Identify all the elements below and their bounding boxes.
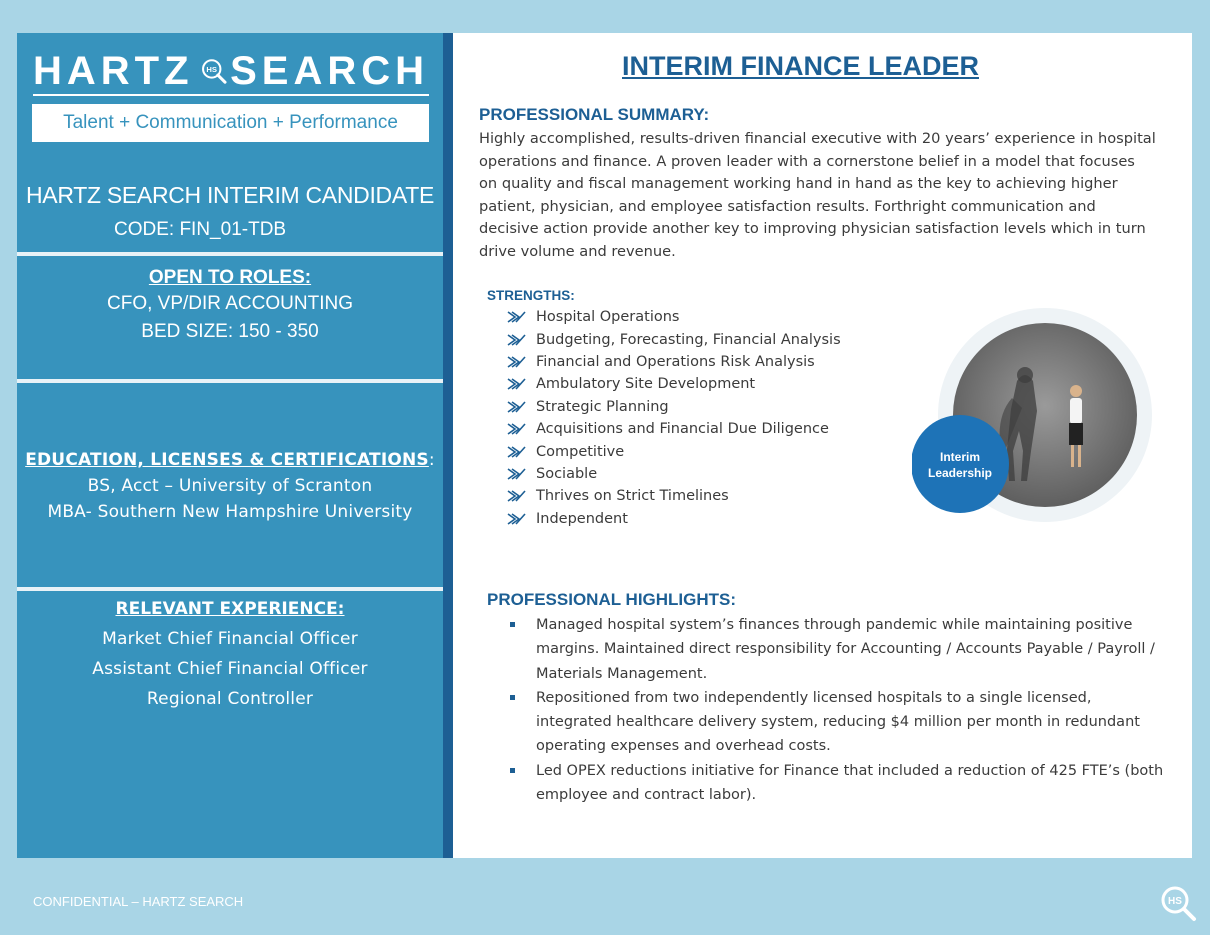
summary-heading: PROFESSIONAL SUMMARY: (479, 105, 710, 124)
highlight-line: integrated healthcare delivery system, reducing $4 million per month in redundant (536, 714, 1140, 731)
square-bullet-icon (510, 695, 515, 700)
strengths-heading: STRENGTHS: (487, 288, 575, 303)
education-heading-suffix: : (428, 450, 435, 470)
sidebar-accent-stripe (443, 33, 453, 858)
open-roles-line: BED SIZE: 150 - 350 (141, 321, 319, 342)
list-item (507, 686, 1187, 759)
section-divider (17, 587, 443, 591)
list-item (507, 759, 1187, 808)
arrow-check-icon (507, 400, 527, 414)
list-item (507, 328, 841, 350)
highlight-line: Repositioned from two independently licensed hospitals to a single licensed, (536, 689, 1092, 706)
tagline: Talent + Communication + Performance (32, 104, 429, 142)
hartz-search-logo (33, 45, 429, 97)
experience-line: Market Chief Financial Officer (102, 629, 358, 649)
section-divider (17, 379, 443, 383)
experience-line: Assistant Chief Financial Officer (92, 659, 368, 679)
arrow-check-icon (507, 377, 527, 391)
list-item (507, 306, 841, 328)
summary-line: operations and finance. A proven leader with a cornerstone belief in a model that focuses (479, 152, 1135, 170)
summary-line: patient, physician, and employee satisfaction results. Forthright communication and (479, 197, 1096, 215)
highlight-line: Led OPEX reductions initiative for Finance that included a reduction of 425 FTE’s (both (536, 762, 1164, 779)
strength-label: Hospital Operations (536, 309, 680, 326)
footer-magnifier-logo-icon (1158, 884, 1198, 924)
strength-label: Independent (536, 510, 628, 527)
list-item (507, 418, 841, 440)
strength-label: Strategic Planning (536, 398, 669, 415)
footer-confidential: CONFIDENTIAL – HARTZ SEARCH (33, 894, 244, 909)
education-heading-row (17, 447, 443, 473)
strength-label: Budgeting, Forecasting, Financial Analysis (536, 331, 841, 348)
list-item (507, 373, 841, 395)
highlight-line: employee and contract labor). (536, 787, 757, 804)
strength-label: Acquisitions and Financial Due Diligence (536, 421, 829, 438)
square-bullet-icon (510, 622, 515, 627)
logo-word-right: SEARCH (230, 49, 429, 93)
education-line: MBA- Southern New Hampshire University (47, 502, 413, 522)
arrow-check-icon (507, 310, 527, 324)
education-line: BS, Acct – University of Scranton (87, 476, 373, 496)
page-title: INTERIM FINANCE LEADER (622, 51, 979, 81)
badge-line: Leadership (927, 466, 993, 480)
arrow-check-icon (507, 355, 527, 369)
list-item (507, 396, 841, 418)
strength-label: Thrives on Strict Timelines (536, 488, 729, 505)
strength-label: Financial and Operations Risk Analysis (536, 353, 815, 370)
arrow-check-icon (507, 422, 527, 436)
experience-line: Regional Controller (146, 689, 314, 709)
arrow-check-icon (507, 445, 527, 459)
candidate-title: HARTZ SEARCH INTERIM CANDIDATE (25, 182, 434, 208)
highlights-heading: PROFESSIONAL HIGHLIGHTS: (487, 590, 737, 609)
magnifier-logo-icon (200, 45, 229, 97)
highlight-line: Materials Management. (536, 665, 708, 682)
arrow-check-icon (507, 489, 527, 503)
summary-line: decisive action provide another key to improving physician satisfaction levels which in turn (479, 220, 1146, 238)
summary-line: Highly accomplished, results-driven financial executive with 20 years’ experience in hospital (479, 130, 1156, 147)
list-item (507, 613, 1187, 686)
education-section (17, 447, 443, 525)
footer-logo-text: HS (1168, 896, 1182, 907)
summary-line: drive volume and revenue. (479, 242, 676, 260)
list-item (507, 351, 841, 373)
summary-paragraph (479, 128, 1179, 264)
highlight-line: margins. Maintained direct responsibility for Accounting / Accounts Payable / Payroll / (536, 641, 1155, 658)
arrow-check-icon (507, 333, 527, 347)
interim-leadership-graphic (912, 303, 1152, 528)
strength-label: Sociable (536, 465, 598, 482)
list-item (507, 463, 841, 485)
strength-label: Ambulatory Site Development (536, 376, 756, 393)
list-item (507, 440, 841, 462)
section-divider (17, 252, 443, 256)
logo-word-left: HARTZ (33, 49, 194, 93)
open-roles-section (17, 267, 443, 343)
open-roles-heading: OPEN TO ROLES: (148, 267, 312, 288)
list-item (507, 485, 841, 507)
interim-badge (912, 415, 1009, 513)
strength-label: Competitive (536, 443, 625, 460)
strengths-list (507, 306, 841, 530)
square-bullet-icon (510, 768, 515, 773)
education-heading: EDUCATION, LICENSES & CERTIFICATIONS (25, 450, 429, 470)
arrow-check-icon (507, 467, 527, 481)
experience-section (17, 594, 443, 714)
sidebar (17, 33, 443, 858)
list-item (507, 508, 841, 530)
badge-line: Interim (939, 450, 981, 464)
experience-heading: RELEVANT EXPERIENCE: (115, 599, 345, 619)
logo-mark-text: HS (205, 65, 217, 75)
candidate-code: CODE: FIN_01-TDB (114, 219, 287, 240)
highlights-list (507, 613, 1187, 807)
summary-line: on quality and fiscal management working hand in hand as the key to achieving higher (479, 175, 1118, 193)
arrow-check-icon (507, 512, 527, 526)
open-roles-line: CFO, VP/DIR ACCOUNTING (107, 293, 353, 314)
highlight-line: Managed hospital system’s finances through pandemic while maintaining positive (536, 617, 1133, 633)
highlight-line: operating expenses and overhead costs. (536, 738, 831, 755)
logo-underline (33, 94, 429, 96)
